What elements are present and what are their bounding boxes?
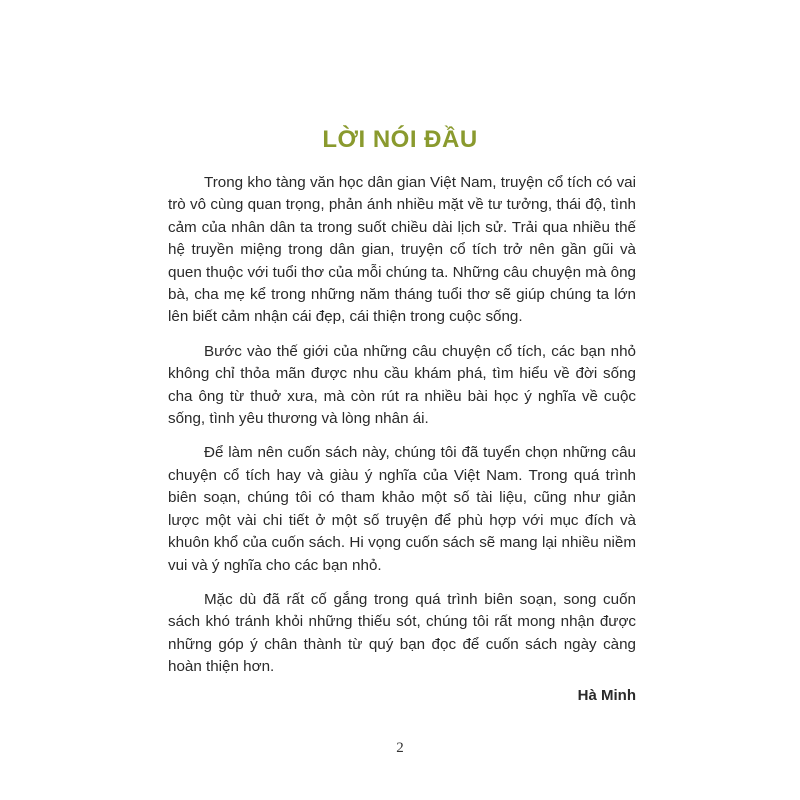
paragraph-4: Mặc dù đã rất cố gắng trong quá trình biên soạn, song cuốn sách khó tránh khỏi những thiếu sót, chúng tôi rất mong nhận được những góp ý chân thành từ quý bạn đọc để cuốn sách ngày càng hoàn thiện hơn. [168, 590, 636, 676]
author-signature: Hà Minh [577, 686, 636, 704]
paragraph-1: Trong kho tàng văn học dân gian Việt Nam, truyện cổ tích có vai trò vô cùng quan trọng, phản ánh nhiều mặt về tư tưởng, thái độ, tình cảm của nhân dân ta trong suốt chiều dài lịch sử. Trải qua nhiều thế hệ truyền miệng trong dân gian, truyện cổ tích trở nên gần gũi và quen thuộc với tuổi thơ của mỗi chúng ta. Những câu chuyện mà ông bà, cha mẹ kể trong những năm tháng tuổi thơ sẽ giúp chúng ta lớn lên biết cảm nhận cái đẹp, cái thiện trong cuộc sống. [168, 174, 636, 326]
paragraph-2: Bước vào thế giới của những câu chuyện cổ tích, các bạn nhỏ không chỉ thỏa mãn được nhu cầu khám phá, tìm hiểu về đời sống cha ông từ thuở xưa, mà còn rút ra nhiều bài học ý nghĩa về cuộc sống, tình yêu thương và lòng nhân ái. [168, 342, 636, 428]
preface-body [168, 172, 636, 707]
paragraph-3: Để làm nên cuốn sách này, chúng tôi đã tuyển chọn những câu chuyện cổ tích hay và giàu ý nghĩa của Việt Nam. Trong quá trình biên soạn, chúng tôi có tham khảo một số tài liệu, cũng như giản lược một vài chi tiết ở một số truyện để phù hợp với mục đích và khuôn khổ của cuốn sách. Hi vọng cuốn sách sẽ mang lại nhiều niềm vui và ý nghĩa cho các bạn nhỏ. [168, 444, 636, 574]
page-number: 2 [396, 740, 404, 756]
page-title: LỜI NÓI ĐẦU [322, 126, 478, 153]
